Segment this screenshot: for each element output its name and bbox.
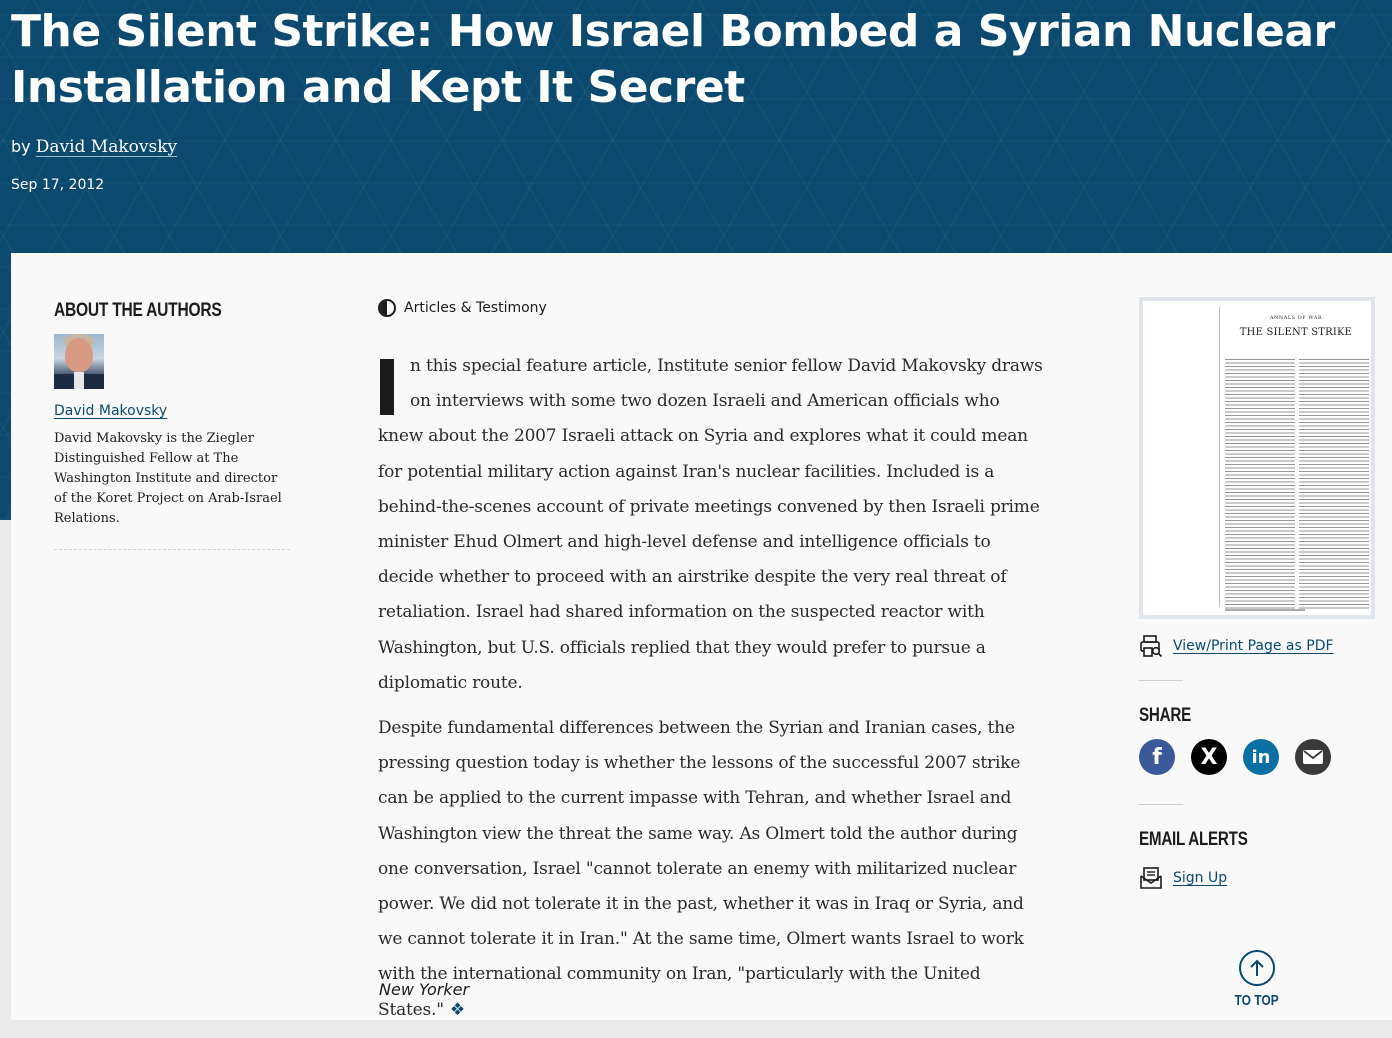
pdf-thumbnail[interactable] [1139,297,1375,619]
envelope-icon [1303,750,1323,764]
byline-prefix: by [11,137,31,156]
divider [54,549,290,550]
share-buttons [1139,739,1331,775]
article-card [11,253,1392,1020]
newsletter-icon [1139,866,1163,890]
back-to-top-button[interactable] [1233,950,1281,1009]
x-icon: X [1200,744,1218,770]
end-mark-icon: ❖ [449,999,465,1020]
linkedin-share-button[interactable] [1243,739,1279,775]
pdf-title: THE SILENT STRIKE [1239,327,1353,338]
half-circle-icon [378,299,396,317]
about-authors-heading: ABOUT THE AUTHORS [54,300,222,321]
article-body [378,349,1048,1038]
category-label: Articles & Testimony [404,300,547,316]
article-paragraph [378,711,1048,1028]
author-avatar[interactable] [54,334,104,389]
linkedin-icon: in [1251,746,1271,768]
email-alerts-heading: EMAIL ALERTS [1139,829,1248,850]
arrow-up-icon [1239,950,1275,986]
byline [11,137,177,157]
publish-date: Sep 17, 2012 [11,177,105,193]
email-signup[interactable] [1139,865,1227,891]
view-print-pdf[interactable] [1139,634,1334,658]
x-share-button[interactable] [1191,739,1227,775]
paragraph-2-text: Despite fundamental differences between the Syrian and Iranian cases, the pressing question today is whether the lessons of the successful 2007 strike can be applied to the current impasse with Tehran, and whether Israel and Washington view the threat the same way. As Olmert told the author during one conversation, Israel "cannot tolerate an enemy with militarized nuclear power. We did not tolerate it in the past, whether it was in Iraq or Syria, and we cannot tolerate it in Iran." At the same time, Olmert wants Israel to work with the international community on Iran, "particularly with the United States." [378,718,1024,1020]
print-preview-icon [1139,634,1163,658]
author-bio: David Makovsky is the Ziegler Distinguished Fellow at The Washington Institute and director of the Koret Project on Arab-Israel Relations. [54,431,282,526]
publication-source: New Yorker [379,980,470,999]
divider [1139,680,1183,681]
email-share-button[interactable] [1295,739,1331,775]
facebook-icon: f [1152,744,1162,770]
share-heading: SHARE [1139,705,1192,726]
article-title: The Silent Strike: How Israel Bombed a Syrian Nuclear Installation and Kept It Secret [11,6,1335,113]
pdf-kicker: ANNALS OF WAR [1269,315,1323,321]
paragraph-1-text: n this special feature article, Institute senior fellow David Makovsky draws on interviews with some two dozen Israeli and American officials who knew about the 2007 Israeli attack on Syria and explores what it could mean for potential military action against Iran's nuclear facilities. Included is a behind-the-scenes account of private meetings convened by then Israeli prime minister Ehud Olmert and high-level defense and intelligence officials to decide whether to proceed with an airstrike despite the very real threat of retaliation. Israel had shared information on the suspected reactor with Washington, but U.S. officials replied that they would prefer to pursue a diplomatic route. [378,356,1043,693]
divider [1139,804,1183,805]
byline-author-link[interactable]: David Makovsky [35,137,178,157]
facebook-share-button[interactable] [1139,739,1175,775]
author-name-link[interactable]: David Makovsky [54,403,168,419]
to-top-label: TO TOP [1234,992,1280,1009]
article-paragraph [378,349,1048,701]
content-category[interactable] [378,297,547,319]
view-print-pdf-label: View/Print Page as PDF [1173,638,1334,654]
sign-up-link: Sign Up [1173,870,1228,886]
drop-cap [380,359,394,415]
